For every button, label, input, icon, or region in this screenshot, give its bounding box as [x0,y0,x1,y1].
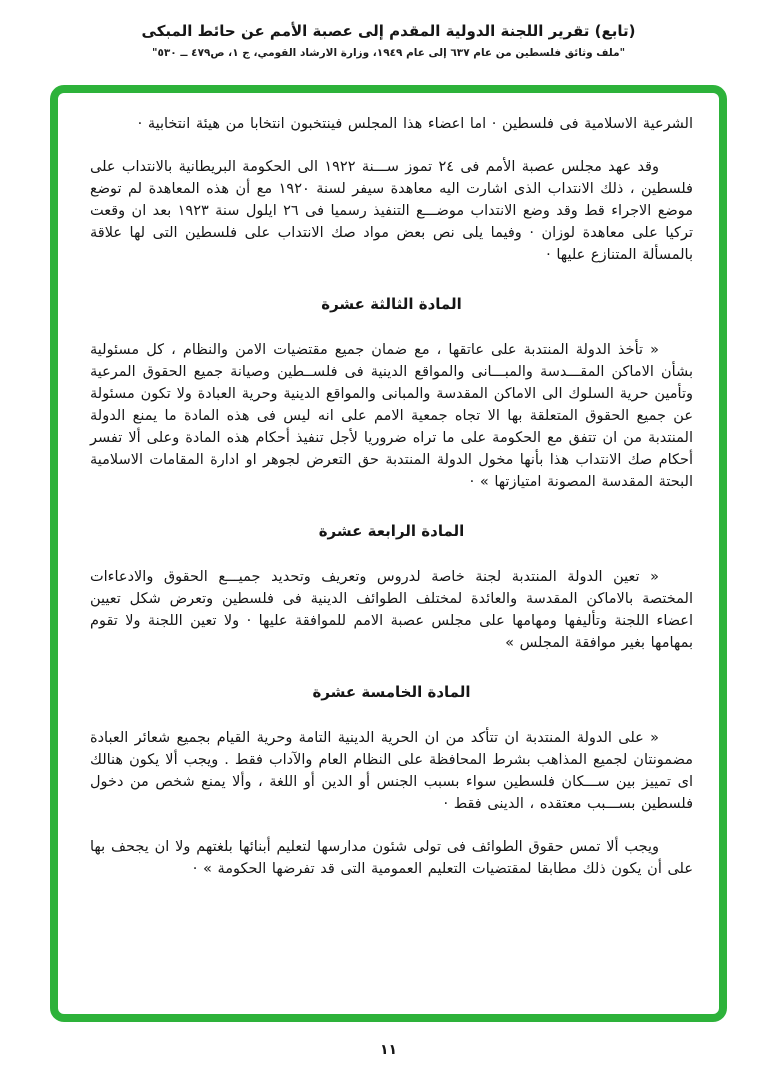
paragraph-mandate-history: وقد عهد مجلس عصبة الأمم فى ٢٤ تموز ســـنة ١٩٢٢ الى الحكومة البريطانية بالانتداب على فلسطين ، ذلك الانتداب الذى اشارت اليه معاهدة سيفر لسنة ١٩٢٠ مع أن هذه المعاهدة لم توضع موضع الاجراء قط وقد وضع الانتداب موضـــع التنفيذ رسميا فى ٢٦ ايلول سنة ١٩٢٣ بعد ان وقعت تركيا على معاهدة لوزان · وفيما يلى نص بعض مواد صك الانتداب على فلسطين التى لها علاقة بالمسألة المتنازع عليها · [90,159,693,263]
page-header [0,20,777,59]
paragraph-council-election: الشرعية الاسلامية فى فلسطين · اما اعضاء هذا المجلس فينتخبون انتخابا من هيئة انتخابية · [137,116,693,132]
green-highlight-border [50,85,727,1022]
paragraph-article-15-education: ويجب ألا تمس حقوق الطوائف فى تولى شئون مدارسها لتعليم أبنائها بلغتهم ولا ان يجحف بها على أن يكون ذلك مطابقا لمقتضيات التعليم العمومية التى قد تفرضها الحكومة » · [90,839,693,877]
article-15-heading: المادة الخامسة عشرة [312,683,471,701]
article-13-heading: المادة الثالثة عشرة [321,295,462,313]
article-14-heading: المادة الرابعة عشرة [318,522,465,540]
page-number: ١١ [379,1042,398,1058]
document-body [58,93,719,1014]
paragraph-article-14: « تعين الدولة المنتدبة لجنة خاصة لدروس وتعريف وتحديد جميـــع الحقوق والادعاءات المختصة بالاماكن المقدسة والعائدة لمختلف الطوائف الدينية فى فلسطين وتعرض شكل تعيين اعضاء اللجنة وتأليفها ومهامها على مجلس عصبة الامم للموافقة عليها · ولا تعين اللجنة ولا تقوم بمهامها بغير موافقة المجلس » [90,569,693,651]
paragraph-article-15: « على الدولة المنتدبة ان تتأكد من ان الحرية الدينية التامة وحرية القيام بجميع شعائر العبادة مضمونتان لجميع المذاهب بشرط المحافظة على النظام العام والآداب فقط . ويجب ألا يكون هنالك اى تمييز بين ســـكان فلسطين سواء بسبب الجنس أو الدين أو اللغة ، وألا يمنع شخص من دخول فلسطين بســـبب معتقده ، الدينى فقط · [90,730,693,812]
paragraph-article-13: « تأخذ الدولة المنتدبة على عاتقها ، مع ضمان جميع مقتضيات الامن والنظام ، كل مسئولية بشأن الاماكن المقـــدسة والمبـــانى والمواقع الدينية فى فلســطين وصيانة جميع الحقوق المرعية وتأمين حرية السلوك الى الاماكن المقدسة والمبانى والمواقع الدينية وحرية العبادة ولا تكون مسئولة عن جميع الحقوق المتعلقة بها الا تجاه جمعية الامم على انه ليس فى هذه المادة ما يمنع الدولة المنتدبة من ان تتفق مع الحكومة على ما تراه ضروريا لأجل تنفيذ أحكام هذه المادة وعلى ألا تفسر أحكام صك الانتداب هذا بأنها مخول الدولة المنتدبة حق التعرض لجوهر او ادارة المقامات الاسلامية البحتة المقدسة المصونة امتيازتها » · [90,342,693,490]
document-title: (تابع) تقرير اللجنة الدولية المقدم إلى عصبة الأمم عن حائط المبكى [141,22,636,40]
document-source-citation: "ملف وثائق فلسطين من عام ٦٣٧ إلى عام ١٩٤٩، وزارة الارشاد القومي، ج ١، ص٤٧٩ ــ ٥٣٠" [151,47,626,59]
